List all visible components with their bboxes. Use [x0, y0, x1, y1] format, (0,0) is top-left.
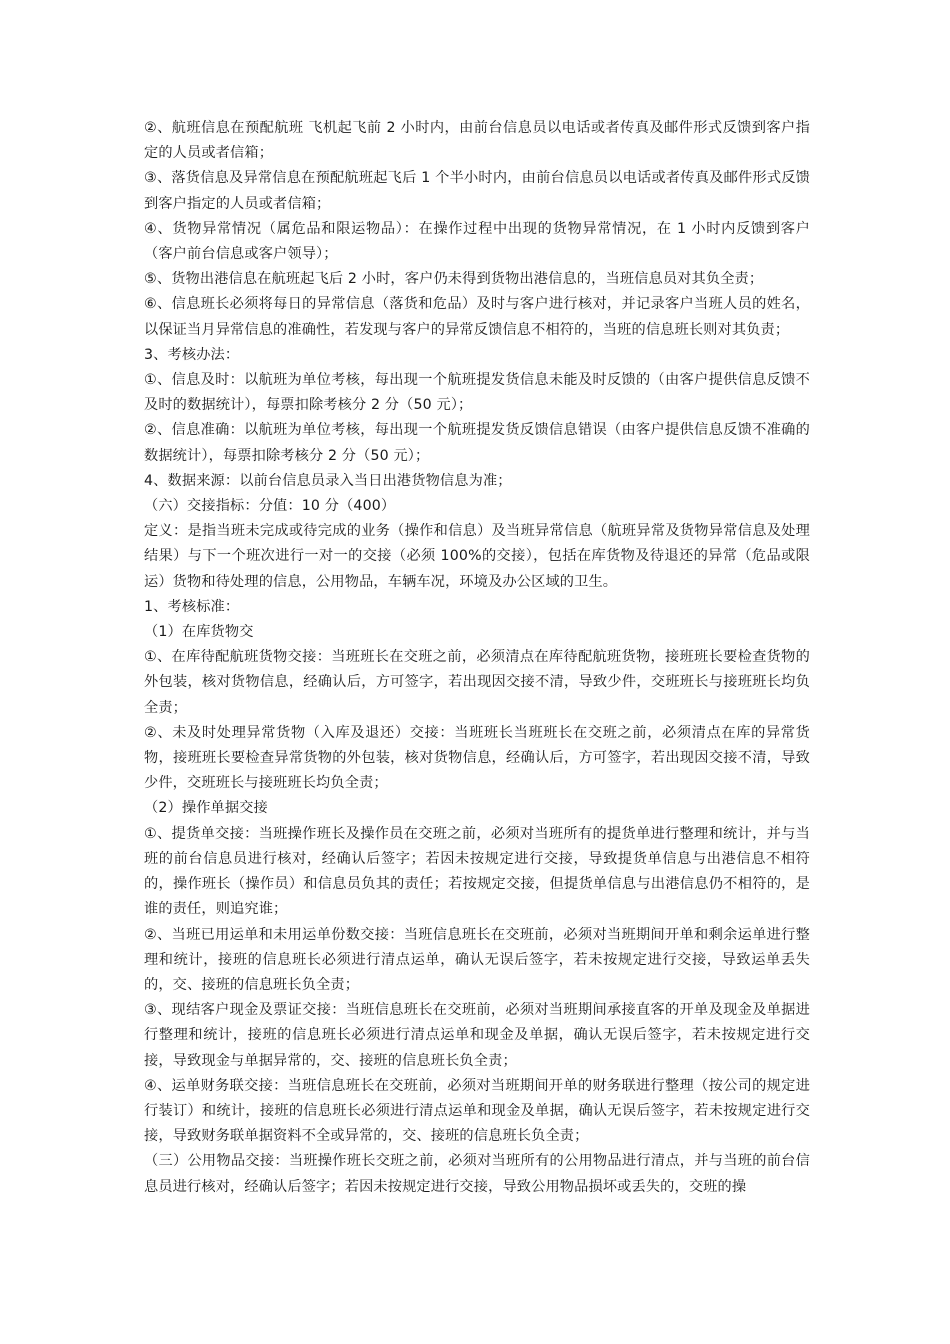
- paragraph-info-accurate: ②、信息准确：以航班为单位考核，每出现一个航班提发货反馈信息错误（由客户提供信息反馈不准确的数据统计），每票扣除考核分 2 分（50 元）；: [144, 422, 810, 464]
- paragraph-in-stock-flight-cargo: ①、在库待配航班货物交接：当班班长在交班之前，必须清点在库待配航班货物，接班班长要检查货物的外包装，核对货物信息，经确认后，方可签字，若出现因交接不清，导致少件，交班班长与接班班长均负全责；: [144, 649, 810, 716]
- paragraph-info-leader-check: ⑥、信息班长必须将每日的异常信息（落货和危品）及时与客户进行核对，并记录客户当班人员的姓名，以保证当月异常信息的准确性，若发现与客户的异常反馈信息不相符的，当班的信息班长则对其负责；: [144, 296, 810, 338]
- paragraph-dangerous-goods-exception: ④、货物异常情况（属危品和限运物品）：在操作过程中出现的货物异常情况，在 1 小时内反馈到客户（客户前台信息或客户领导）；: [144, 220, 810, 263]
- paragraph-info-timely: ①、信息及时：以航班为单位考核，每出现一个航班提发货信息未能及时反馈的（由客户提供信息反馈不及时的数据统计），每票扣除考核分 2 分（50 元）；: [144, 372, 810, 414]
- paragraph-public-items-handover: （三）公用物品交接：当班操作班长交班之前，必须对当班所有的公用物品进行清点，并与当班的前台信息员进行核对，经确认后签字；若因未按规定进行交接，导致公用物品损坏或丢失的，交班的操: [144, 1153, 810, 1195]
- heading-assessment-method: 3、考核办法：: [144, 346, 240, 363]
- paragraph-exception-cargo-handover: ②、未及时处理异常货物（入库及退还）交接：当班班长当班班长在交班之前，必须清点在库的异常货物，接班班长要检查异常货物的外包装，核对货物信息，经确认后，方可签字，若出现因交接不清，导致少件，交班班长与接班班长均负全责；: [144, 724, 810, 792]
- paragraph-waybill-finance-copy: ④、运单财务联交接：当班信息班长在交班前，必须对当班期间开单的财务联进行整理（按公司的规定进行装订）和统计，接班的信息班长必须进行清点运单和现金及单据，确认无误后签字，若未按规定进行交接，导致财务联单据资料不全或异常的，交、接班的信息班长负全责；: [144, 1077, 810, 1145]
- paragraph-cargo-exception-info: ③、落货信息及异常信息在预配航班起飞后 1 个半小时内，由前台信息员以电话或者传真及邮件形式反馈到客户指定的人员或者信箱；: [144, 170, 810, 212]
- paragraph-waybill-count-handover: ②、当班已用运单和未用运单份数交接：当班信息班长在交班前，必须对当班期间开单和剩余运单进行整理和统计，接班的信息班长必须进行清点运单，确认无误后签字，若未按规定进行交接，导致运单丢失的，交、接班的信息班长负全责；: [144, 926, 810, 993]
- paragraph-handover-definition: 定义：是指当班未完成或待完成的业务（操作和信息）及当班异常信息（航班异常及货物异常信息及处理结果）与下一个班次进行一对一的交接（必须 100%的交接），包括在库货物及待退还的异常（危品或限运）货物和待处理的信息，公用物品，车辆车况，环境及办公区域的卫生。: [144, 523, 810, 590]
- document-page: [144, 116, 810, 1200]
- paragraph-flight-info-feedback: ②、航班信息在预配航班 飞机起飞前 2 小时内，由前台信息员以电话或者传真及邮件形式反馈到客户指定的人员或者信箱；: [144, 120, 810, 162]
- paragraph-delivery-note-handover: ①、提货单交接：当班操作班长及操作员在交班之前，必须对当班所有的提货单进行整理和统计，并与当班的前台信息员进行核对，经确认后签字；若因未按规定进行交接，导致提货单信息与出港信息不相符的，操作班长（操作员）和信息员负其的责任；若按规定交接，但提货单信息与出港信息仍不相符的，是谁的责任，则追究谁；: [144, 825, 810, 918]
- paragraph-data-source: 4、数据来源：以前台信息员录入当日出港货物信息为准；: [144, 472, 512, 489]
- paragraph-departure-info: ⑤、货物出港信息在航班起飞后 2 小时，客户仍未得到货物出港信息的，当班信息员对其负全责；: [144, 271, 764, 288]
- heading-in-stock-cargo: （1）在库货物交: [144, 624, 254, 641]
- heading-handover-indicator: （六）交接指标：分值：10 分（400）: [144, 498, 396, 515]
- heading-assessment-standard: 1、考核标准：: [144, 598, 240, 615]
- heading-operation-documents: （2）操作单据交接: [144, 800, 268, 817]
- paragraph-cash-voucher-handover: ③、现结客户现金及票证交接：当班信息班长在交班前，必须对当班期间承接直客的开单及现金及单据进行整理和统计，接班的信息班长必须进行清点运单和现金及单据，确认无误后签字，若未按规定进行交接，导致现金与单据异常的，交、接班的信息班长负全责；: [144, 1002, 810, 1069]
